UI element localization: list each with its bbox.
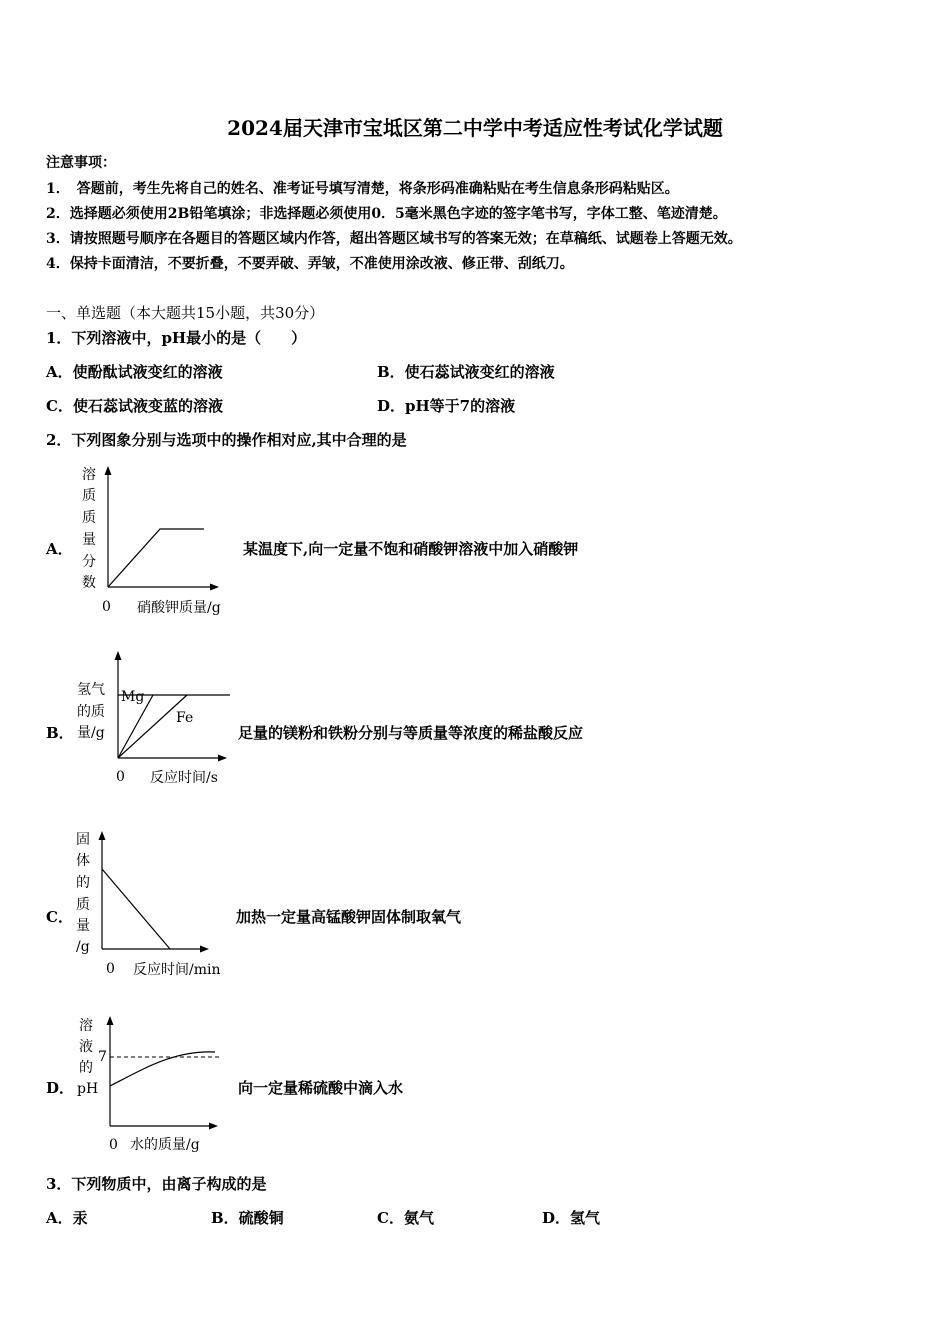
graph-d-x-arrow: [209, 1123, 218, 1130]
graph-d-y-arrow: [107, 1016, 114, 1025]
graph-c-x-arrow: [200, 946, 209, 953]
question-2-option-a-letter[interactable]: A．: [46, 540, 73, 558]
question-1-option-a[interactable]: A．使酚酞试液变红的溶液: [46, 363, 223, 381]
question-1-option-b[interactable]: B．使石蕊试液变红的溶液: [377, 363, 555, 381]
graph-c: [72, 825, 242, 985]
graph-c-origin: 0: [106, 961, 115, 977]
graph-b-ylabel-line: 的质: [77, 704, 105, 720]
graph-b-x-arrow: [218, 755, 227, 762]
question-3-stem: 3．下列物质中，由离子构成的是: [46, 1175, 267, 1193]
graph-d: [75, 1010, 245, 1160]
question-2-option-b-desc[interactable]: 足量的镁粉和铁粉分别与等质量等浓度的稀盐酸反应: [238, 724, 584, 742]
graph-c-ylabel-char: 体: [76, 853, 90, 869]
graph-b-ylabel-line: 量/g: [77, 725, 105, 741]
graph-c-ylabel-char: 固: [76, 832, 90, 848]
graph-b-origin: 0: [116, 769, 125, 785]
graph-a-ylabel-char: 分: [82, 554, 96, 570]
note-item: 4．保持卡面清洁，不要折叠，不要弄破、弄皱，不准使用涂改液、修正带、刮纸刀。: [46, 256, 574, 272]
graph-a-ylabel-char: 数: [82, 575, 96, 591]
notes-heading: 注意事项：: [46, 155, 116, 171]
graph-d-xlabel: 水的质量/g: [130, 1137, 200, 1153]
graph-a-curve: [108, 529, 204, 587]
graph-d-origin: 0: [109, 1137, 118, 1153]
graph-d-ylabel-char: 溶: [79, 1018, 93, 1034]
section-heading: 一、单选题（本大题共15小题，共30分）: [46, 304, 325, 322]
graph-b-y-arrow: [115, 651, 122, 660]
graph-d-ylabel-char: 液: [79, 1039, 93, 1055]
graph-a-x-arrow: [210, 584, 219, 591]
graph-a-ylabel-char: 质: [82, 510, 96, 526]
graph-b-fe-label: Fe: [176, 710, 194, 726]
graph-c-y-arrow: [99, 831, 106, 840]
question-1-stem: 1．下列溶液中，pH最小的是（ ）: [46, 329, 307, 347]
graph-a-origin: 0: [102, 599, 111, 615]
graph-d-ylabel-char: 的: [79, 1060, 93, 1076]
graph-a-xlabel: 硝酸钾质量/g: [137, 600, 221, 616]
graph-a: [75, 460, 245, 620]
graph-a-ylabel-char: 溶: [82, 467, 96, 483]
graph-a-y-arrow: [105, 466, 112, 475]
question-2-option-b-letter[interactable]: B．: [46, 724, 74, 742]
graph-d-tick-7: 7: [98, 1049, 107, 1065]
question-1-option-d[interactable]: D．pH等于7的溶液: [377, 397, 516, 415]
graph-a-ylabel-char: 量: [82, 532, 96, 548]
question-2-option-c-letter[interactable]: C．: [46, 908, 73, 926]
question-3-option-c[interactable]: C．氨气: [377, 1209, 434, 1227]
question-3-option-a[interactable]: A．汞: [46, 1209, 88, 1227]
question-2-option-d-letter[interactable]: D．: [46, 1079, 75, 1097]
graph-b-ylabel-line: 氢气: [77, 682, 105, 698]
question-2-option-d-desc[interactable]: 向一定量稀硫酸中滴入水: [238, 1079, 404, 1097]
graph-c-ylabel-char: /g: [76, 939, 90, 955]
question-2-option-c-desc[interactable]: 加热一定量高锰酸钾固体制取氧气: [236, 908, 462, 926]
graph-c-ylabel-char: 质: [76, 897, 90, 913]
question-2-option-a-desc[interactable]: 某温度下,向一定量不饱和硝酸钾溶液中加入硝酸钾: [243, 540, 579, 558]
page-title: 2024届天津市宝坻区第二中学中考适应性考试化学试题: [227, 116, 723, 140]
graph-c-xlabel: 反应时间/min: [133, 962, 221, 978]
graph-b: [75, 645, 245, 795]
graph-c-ylabel-char: 的: [76, 875, 90, 891]
graph-c-ylabel-char: 量: [76, 918, 90, 934]
note-item: 1． 答题前，考生先将自己的姓名、准考证号填写清楚，将条形码准确粘贴在考生信息条形码粘贴区。: [46, 181, 679, 197]
graph-d-ylabel-char: pH: [77, 1081, 99, 1097]
graph-b-mg-label: Mg: [121, 689, 145, 705]
question-3-option-d[interactable]: D．氢气: [542, 1209, 601, 1227]
note-item: 3．请按照题号顺序在各题目的答题区域内作答，超出答题区域书写的答案无效；在草稿纸、试题卷上答题无效。: [46, 231, 742, 247]
question-2-stem: 2．下列图象分别与选项中的操作相对应,其中合理的是: [46, 431, 407, 449]
question-3-option-b[interactable]: B．硫酸铜: [211, 1209, 284, 1227]
note-item: 2．选择题必须使用2B铅笔填涂；非选择题必须使用0．5毫米黑色字迹的签字笔书写，字体工整、笔迹清楚。: [46, 206, 727, 222]
question-1-option-c[interactable]: C．使石蕊试液变蓝的溶液: [46, 397, 223, 415]
graph-c-curve: [102, 869, 170, 949]
graph-a-ylabel-char: 质: [82, 488, 96, 504]
graph-b-xlabel: 反应时间/s: [150, 770, 218, 786]
